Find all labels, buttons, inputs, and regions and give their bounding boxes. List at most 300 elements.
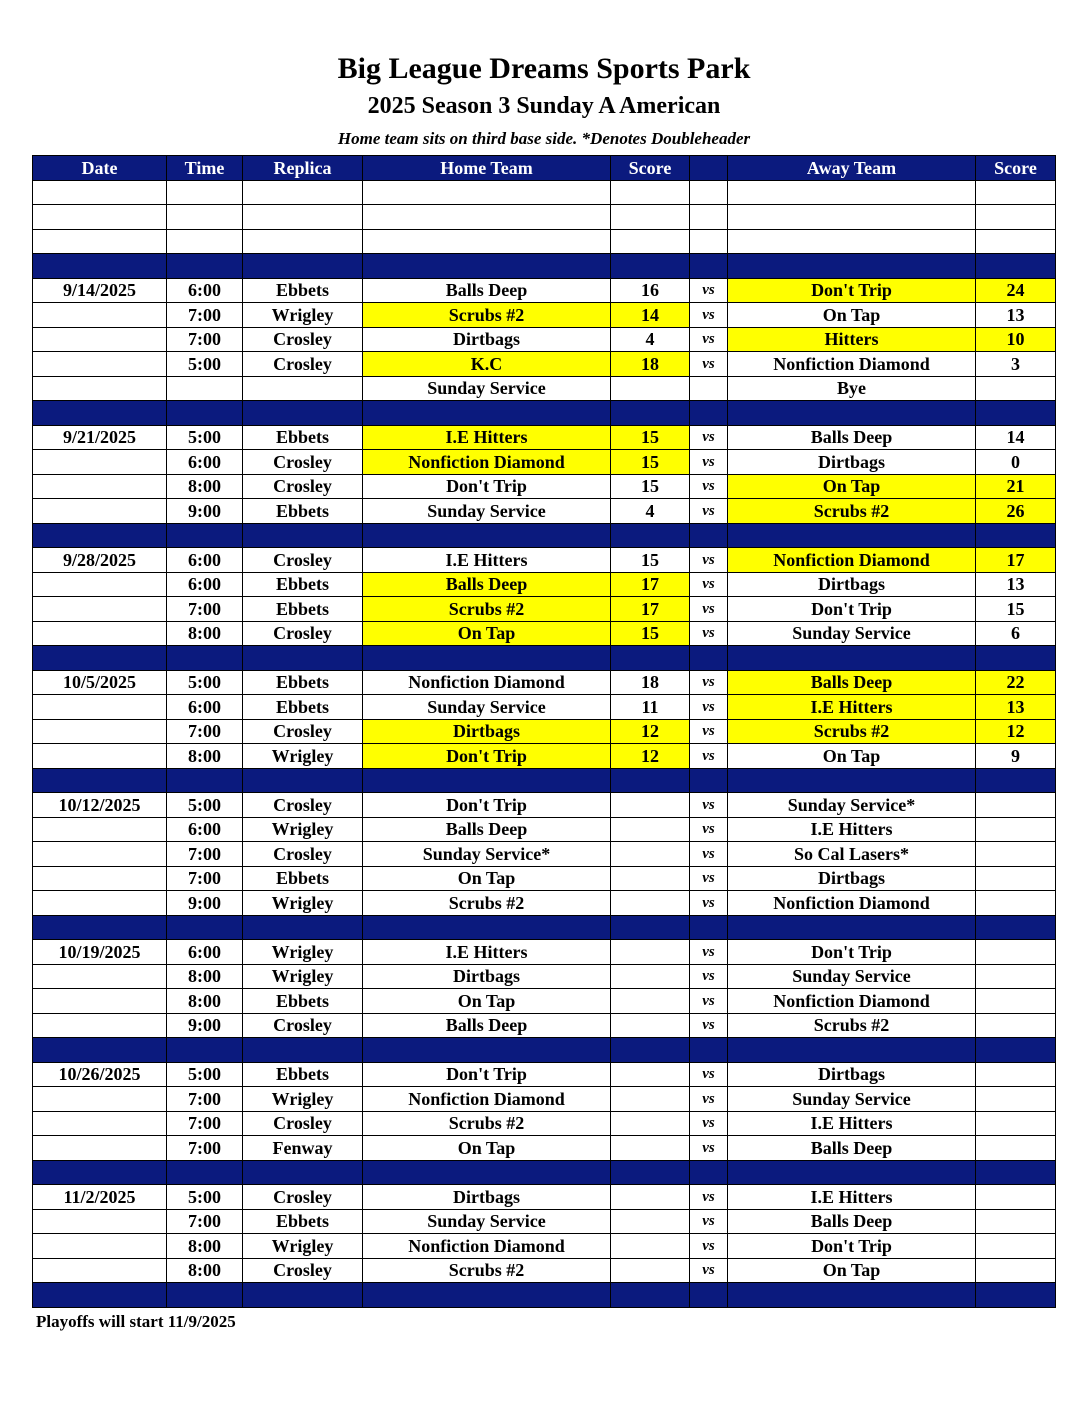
home-team: Nonfiction Diamond xyxy=(363,1087,611,1112)
away-score xyxy=(976,1062,1056,1087)
game-row xyxy=(33,964,1056,989)
home-team: Nonfiction Diamond xyxy=(363,670,611,695)
game-row xyxy=(33,1234,1056,1259)
separator-cell xyxy=(611,523,690,548)
vs-label: vs xyxy=(690,866,728,891)
blank-cell xyxy=(611,205,690,230)
away-team: Sunday Service xyxy=(728,964,976,989)
blank-cell xyxy=(363,180,611,205)
away-team: On Tap xyxy=(728,1258,976,1283)
separator-cell xyxy=(243,523,363,548)
away-team: Sunday Service* xyxy=(728,793,976,818)
separator-cell xyxy=(243,768,363,793)
home-score: 15 xyxy=(611,548,690,573)
game-field: Wrigley xyxy=(243,1234,363,1259)
away-team: I.E Hitters xyxy=(728,1185,976,1210)
game-time: 6:00 xyxy=(167,450,243,475)
game-field: Crosley xyxy=(243,793,363,818)
home-team: Don't Trip xyxy=(363,1062,611,1087)
game-date xyxy=(33,719,167,744)
home-score: 15 xyxy=(611,621,690,646)
schedule-table xyxy=(32,155,1056,1308)
vs-label: vs xyxy=(690,572,728,597)
home-score xyxy=(611,1111,690,1136)
away-score: 13 xyxy=(976,303,1056,328)
vs-label: vs xyxy=(690,597,728,622)
away-team: Nonfiction Diamond xyxy=(728,352,976,377)
away-score: 24 xyxy=(976,278,1056,303)
away-team: Don't Trip xyxy=(728,597,976,622)
game-time: 9:00 xyxy=(167,1013,243,1038)
game-row xyxy=(33,1258,1056,1283)
away-score xyxy=(976,376,1056,401)
away-team: Dirtbags xyxy=(728,572,976,597)
game-field: Crosley xyxy=(243,1258,363,1283)
separator-cell xyxy=(976,1283,1056,1308)
separator-cell xyxy=(363,254,611,279)
game-row xyxy=(33,744,1056,769)
game-row xyxy=(33,352,1056,377)
away-score xyxy=(976,940,1056,965)
game-time: 6:00 xyxy=(167,572,243,597)
away-score xyxy=(976,989,1056,1014)
vs-label: vs xyxy=(690,989,728,1014)
game-field: Ebbets xyxy=(243,499,363,524)
game-row xyxy=(33,670,1056,695)
separator-cell xyxy=(728,401,976,426)
separator-cell xyxy=(611,915,690,940)
away-team: I.E Hitters xyxy=(728,695,976,720)
away-score xyxy=(976,891,1056,916)
home-score xyxy=(611,964,690,989)
game-time: 7:00 xyxy=(167,1209,243,1234)
home-team: K.C xyxy=(363,352,611,377)
week-separator xyxy=(33,768,1056,793)
header-vs xyxy=(690,156,728,181)
separator-cell xyxy=(728,646,976,671)
game-row xyxy=(33,719,1056,744)
separator-cell xyxy=(363,401,611,426)
game-time: 6:00 xyxy=(167,548,243,573)
home-score: 4 xyxy=(611,327,690,352)
game-field: Crosley xyxy=(243,842,363,867)
away-score: 9 xyxy=(976,744,1056,769)
blank-cell xyxy=(690,180,728,205)
week-separator xyxy=(33,401,1056,426)
home-team: Balls Deep xyxy=(363,1013,611,1038)
home-team: Sunday Service xyxy=(363,376,611,401)
game-field: Wrigley xyxy=(243,744,363,769)
away-score: 3 xyxy=(976,352,1056,377)
away-team: Nonfiction Diamond xyxy=(728,891,976,916)
vs-label: vs xyxy=(690,450,728,475)
game-time: 6:00 xyxy=(167,940,243,965)
game-date xyxy=(33,1111,167,1136)
away-score xyxy=(976,1111,1056,1136)
vs-label: vs xyxy=(690,744,728,769)
game-field: Crosley xyxy=(243,474,363,499)
game-time: 8:00 xyxy=(167,621,243,646)
vs-label: vs xyxy=(690,817,728,842)
header-away-team: Away Team xyxy=(728,156,976,181)
blank-cell xyxy=(243,229,363,254)
blank-cell xyxy=(611,229,690,254)
game-row xyxy=(33,450,1056,475)
separator-cell xyxy=(243,1283,363,1308)
separator-cell xyxy=(976,768,1056,793)
game-field: Crosley xyxy=(243,352,363,377)
game-date: 9/21/2025 xyxy=(33,425,167,450)
game-time: 7:00 xyxy=(167,327,243,352)
separator-cell xyxy=(611,768,690,793)
header-time: Time xyxy=(167,156,243,181)
game-row xyxy=(33,303,1056,328)
game-field: Fenway xyxy=(243,1136,363,1161)
away-team: Don't Trip xyxy=(728,1234,976,1259)
week-separator xyxy=(33,1038,1056,1063)
away-team: On Tap xyxy=(728,303,976,328)
away-score: 26 xyxy=(976,499,1056,524)
game-date xyxy=(33,303,167,328)
home-team: Sunday Service xyxy=(363,499,611,524)
game-row xyxy=(33,278,1056,303)
header-date: Date xyxy=(33,156,167,181)
home-team: Scrubs #2 xyxy=(363,1111,611,1136)
home-score: 4 xyxy=(611,499,690,524)
game-date xyxy=(33,474,167,499)
separator-cell xyxy=(690,1038,728,1063)
home-score xyxy=(611,793,690,818)
game-date: 10/5/2025 xyxy=(33,670,167,695)
away-score: 13 xyxy=(976,695,1056,720)
game-time: 9:00 xyxy=(167,499,243,524)
away-score xyxy=(976,793,1056,818)
home-team: On Tap xyxy=(363,866,611,891)
game-time: 7:00 xyxy=(167,303,243,328)
game-field: Crosley xyxy=(243,1111,363,1136)
game-time: 7:00 xyxy=(167,1136,243,1161)
separator-cell xyxy=(728,254,976,279)
game-row xyxy=(33,499,1056,524)
separator-cell xyxy=(976,401,1056,426)
separator-cell xyxy=(690,254,728,279)
vs-label: vs xyxy=(690,695,728,720)
game-date xyxy=(33,989,167,1014)
home-score xyxy=(611,940,690,965)
home-team: I.E Hitters xyxy=(363,548,611,573)
home-team: Don't Trip xyxy=(363,474,611,499)
page-title: Big League Dreams Sports Park xyxy=(337,52,751,85)
game-time: 6:00 xyxy=(167,278,243,303)
away-team: On Tap xyxy=(728,474,976,499)
home-score xyxy=(611,1258,690,1283)
game-date xyxy=(33,842,167,867)
blank-cell xyxy=(33,205,167,230)
game-time: 7:00 xyxy=(167,597,243,622)
blank-cell xyxy=(167,229,243,254)
blank-cell xyxy=(690,229,728,254)
game-date xyxy=(33,572,167,597)
game-time: 8:00 xyxy=(167,1234,243,1259)
separator-cell xyxy=(33,915,167,940)
separator-cell xyxy=(611,1038,690,1063)
home-score: 14 xyxy=(611,303,690,328)
game-row xyxy=(33,425,1056,450)
game-time: 8:00 xyxy=(167,744,243,769)
home-score: 15 xyxy=(611,474,690,499)
separator-cell xyxy=(690,401,728,426)
separator-cell xyxy=(728,768,976,793)
game-time: 5:00 xyxy=(167,793,243,818)
blank-cell xyxy=(33,180,167,205)
home-score: 17 xyxy=(611,572,690,597)
separator-cell xyxy=(33,523,167,548)
vs-label: vs xyxy=(690,621,728,646)
game-time: 8:00 xyxy=(167,964,243,989)
game-row xyxy=(33,1209,1056,1234)
game-date xyxy=(33,597,167,622)
separator-cell xyxy=(167,523,243,548)
away-score: 21 xyxy=(976,474,1056,499)
separator-cell xyxy=(363,768,611,793)
vs-label: vs xyxy=(690,352,728,377)
game-field: Crosley xyxy=(243,1013,363,1038)
separator-cell xyxy=(728,1160,976,1185)
away-team: On Tap xyxy=(728,744,976,769)
away-score: 22 xyxy=(976,670,1056,695)
away-score xyxy=(976,866,1056,891)
playoffs-note: Playoffs will start 11/9/2025 xyxy=(36,1312,236,1331)
game-field: Ebbets xyxy=(243,670,363,695)
game-date xyxy=(33,817,167,842)
separator-cell xyxy=(363,915,611,940)
game-date: 9/28/2025 xyxy=(33,548,167,573)
header-home-score: Score xyxy=(611,156,690,181)
vs-label: vs xyxy=(690,1087,728,1112)
blank-cell xyxy=(363,205,611,230)
home-score xyxy=(611,1185,690,1210)
separator-cell xyxy=(690,915,728,940)
game-row xyxy=(33,572,1056,597)
vs-label: vs xyxy=(690,303,728,328)
away-team: Bye xyxy=(728,376,976,401)
home-score: 15 xyxy=(611,450,690,475)
game-field: Ebbets xyxy=(243,695,363,720)
separator-cell xyxy=(33,1038,167,1063)
blank-cell xyxy=(690,205,728,230)
home-team: Dirtbags xyxy=(363,719,611,744)
vs-label: vs xyxy=(690,1136,728,1161)
blank-cell xyxy=(167,205,243,230)
separator-cell xyxy=(243,1038,363,1063)
blank-cell xyxy=(243,205,363,230)
game-field: Ebbets xyxy=(243,989,363,1014)
home-score xyxy=(611,891,690,916)
game-row xyxy=(33,989,1056,1014)
home-team: Balls Deep xyxy=(363,572,611,597)
home-team: Nonfiction Diamond xyxy=(363,1234,611,1259)
separator-cell xyxy=(976,646,1056,671)
week-separator xyxy=(33,915,1056,940)
vs-label: vs xyxy=(690,1185,728,1210)
vs-label: vs xyxy=(690,842,728,867)
game-field: Ebbets xyxy=(243,1209,363,1234)
blank-row xyxy=(33,205,1056,230)
home-score: 17 xyxy=(611,597,690,622)
game-field: Wrigley xyxy=(243,303,363,328)
vs-label: vs xyxy=(690,940,728,965)
separator-cell xyxy=(728,1038,976,1063)
game-row xyxy=(33,1013,1056,1038)
away-score xyxy=(976,1013,1056,1038)
game-row xyxy=(33,474,1056,499)
game-time: 5:00 xyxy=(167,1185,243,1210)
away-team: I.E Hitters xyxy=(728,817,976,842)
game-time: 7:00 xyxy=(167,719,243,744)
vs-label: vs xyxy=(690,1062,728,1087)
away-score: 6 xyxy=(976,621,1056,646)
game-date xyxy=(33,1087,167,1112)
game-date xyxy=(33,376,167,401)
game-field: Wrigley xyxy=(243,1087,363,1112)
home-team: Don't Trip xyxy=(363,793,611,818)
home-team: On Tap xyxy=(363,989,611,1014)
separator-cell xyxy=(690,646,728,671)
game-date: 10/12/2025 xyxy=(33,793,167,818)
away-score: 13 xyxy=(976,572,1056,597)
home-score xyxy=(611,1209,690,1234)
blank-cell xyxy=(243,180,363,205)
week-separator xyxy=(33,646,1056,671)
home-score xyxy=(611,376,690,401)
separator-cell xyxy=(167,1160,243,1185)
separator-cell xyxy=(167,768,243,793)
game-date xyxy=(33,866,167,891)
game-date xyxy=(33,964,167,989)
blank-cell xyxy=(976,180,1056,205)
vs-label: vs xyxy=(690,793,728,818)
home-team: Sunday Service xyxy=(363,695,611,720)
page-subtitle: 2025 Season 3 Sunday A American xyxy=(367,93,721,119)
blank-row xyxy=(33,180,1056,205)
game-row xyxy=(33,327,1056,352)
home-score: 12 xyxy=(611,744,690,769)
game-time: 8:00 xyxy=(167,1258,243,1283)
away-team: Hitters xyxy=(728,327,976,352)
blank-cell xyxy=(728,229,976,254)
vs-label: vs xyxy=(690,548,728,573)
away-score xyxy=(976,1234,1056,1259)
away-team: Balls Deep xyxy=(728,1136,976,1161)
vs-label: vs xyxy=(690,499,728,524)
home-score xyxy=(611,1087,690,1112)
game-time: 7:00 xyxy=(167,866,243,891)
game-date xyxy=(33,499,167,524)
home-team: Dirtbags xyxy=(363,1185,611,1210)
week-separator xyxy=(33,254,1056,279)
away-score: 0 xyxy=(976,450,1056,475)
home-team: Dirtbags xyxy=(363,327,611,352)
game-field: Ebbets xyxy=(243,866,363,891)
game-row xyxy=(33,793,1056,818)
away-team: Dirtbags xyxy=(728,450,976,475)
vs-label: vs xyxy=(690,891,728,916)
game-time: 6:00 xyxy=(167,817,243,842)
week-separator xyxy=(33,1283,1056,1308)
away-score xyxy=(976,817,1056,842)
separator-cell xyxy=(243,1160,363,1185)
vs-label: vs xyxy=(690,964,728,989)
away-team: Nonfiction Diamond xyxy=(728,989,976,1014)
header-home-team: Home Team xyxy=(363,156,611,181)
game-row xyxy=(33,842,1056,867)
vs-label: vs xyxy=(690,327,728,352)
game-field: Crosley xyxy=(243,719,363,744)
blank-row xyxy=(33,229,1056,254)
away-team: Scrubs #2 xyxy=(728,719,976,744)
game-time: 5:00 xyxy=(167,1062,243,1087)
game-time: 5:00 xyxy=(167,352,243,377)
blank-cell xyxy=(728,205,976,230)
game-field: Wrigley xyxy=(243,964,363,989)
game-row xyxy=(33,621,1056,646)
game-date xyxy=(33,1234,167,1259)
blank-cell xyxy=(167,180,243,205)
home-team: Balls Deep xyxy=(363,817,611,842)
home-team: I.E Hitters xyxy=(363,940,611,965)
game-field: Ebbets xyxy=(243,425,363,450)
game-row xyxy=(33,1062,1056,1087)
separator-cell xyxy=(167,1283,243,1308)
game-time: 8:00 xyxy=(167,474,243,499)
game-date xyxy=(33,1013,167,1038)
vs-label: vs xyxy=(690,278,728,303)
away-score xyxy=(976,1087,1056,1112)
game-time: 8:00 xyxy=(167,989,243,1014)
vs-label: vs xyxy=(690,1234,728,1259)
game-field: Crosley xyxy=(243,621,363,646)
separator-cell xyxy=(728,915,976,940)
header-row xyxy=(33,156,1056,181)
home-team: On Tap xyxy=(363,1136,611,1161)
away-score: 12 xyxy=(976,719,1056,744)
home-score: 16 xyxy=(611,278,690,303)
game-time xyxy=(167,376,243,401)
blank-cell xyxy=(976,205,1056,230)
schedule-body xyxy=(33,180,1056,1307)
separator-cell xyxy=(690,1160,728,1185)
game-row xyxy=(33,817,1056,842)
home-score xyxy=(611,817,690,842)
game-time: 9:00 xyxy=(167,891,243,916)
away-team: Don't Trip xyxy=(728,278,976,303)
separator-cell xyxy=(363,1038,611,1063)
home-score xyxy=(611,989,690,1014)
game-row xyxy=(33,597,1056,622)
home-team: Scrubs #2 xyxy=(363,303,611,328)
game-field: Ebbets xyxy=(243,572,363,597)
away-team: Nonfiction Diamond xyxy=(728,548,976,573)
game-field: Ebbets xyxy=(243,278,363,303)
schedule-note: Home team sits on third base side. *Denotes Doubleheader xyxy=(337,129,751,148)
away-team: Balls Deep xyxy=(728,425,976,450)
separator-cell xyxy=(611,1283,690,1308)
vs-label: vs xyxy=(690,670,728,695)
away-score xyxy=(976,842,1056,867)
away-team: Dirtbags xyxy=(728,866,976,891)
away-score: 10 xyxy=(976,327,1056,352)
away-team: Sunday Service xyxy=(728,621,976,646)
